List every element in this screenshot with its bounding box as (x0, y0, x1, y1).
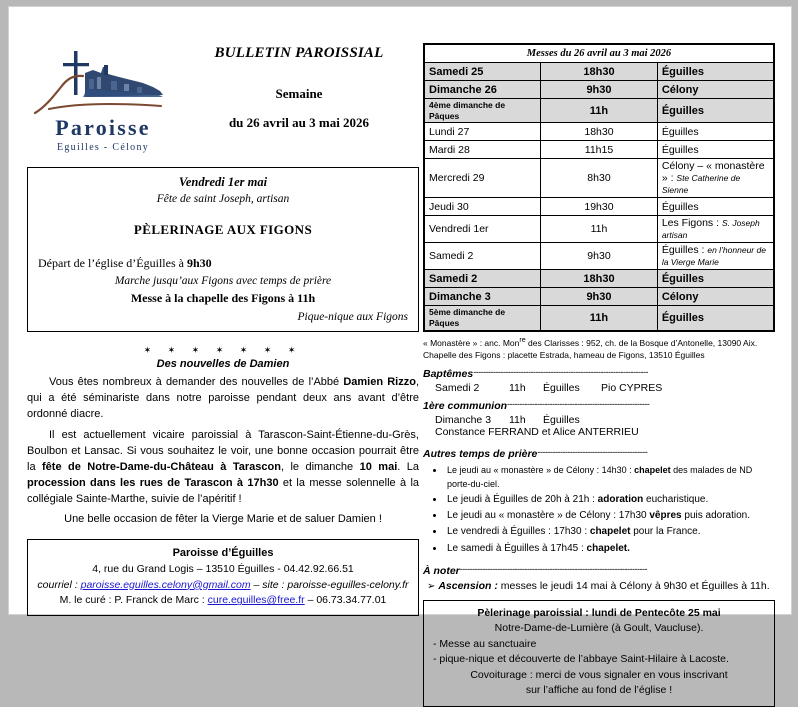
news-p2-feast: fête de Notre-Dame-du-Château à Tarascon (42, 460, 281, 473)
anoter-heading-dashes: --------------------------------------------------------------------------- (459, 563, 648, 574)
mass-table-row (424, 288, 774, 306)
mass-table-row (424, 81, 774, 99)
mass-table-title-row (424, 44, 774, 63)
communion-day: Dimanche 3 (435, 413, 492, 426)
prayers-list (423, 463, 775, 557)
mass-day-cell: Jeudi 30 (424, 198, 541, 216)
pentecost-carpool-1: Covoiturage : merci de vous signaler en vous inscrivant (470, 668, 728, 681)
mass-place-cell: Célony (657, 288, 774, 306)
page-title: BULLETIN PAROISSIAL (214, 45, 384, 61)
pilgrimage-march: Marche jusqu’aux Figons avec temps de prière (114, 275, 332, 287)
pentecost-item-1: - Messe au sanctuaire (433, 637, 537, 650)
mass-time-cell: 11h (541, 99, 658, 123)
header (27, 27, 419, 153)
figons-chapel-address: Chapelle des Figons : placette Estrada, hameau de Figons, 13510 Éguilles (423, 350, 705, 361)
news-p1-name: Damien Rizzo (343, 376, 416, 388)
mass-time-cell: 9h30 (541, 243, 658, 270)
contact-email-line (34, 578, 412, 594)
contact-cure-label: M. le curé : P. Franck de Marc : (59, 594, 208, 607)
logo-wordmark: Paroisse (55, 115, 151, 140)
bulletin-page (8, 6, 792, 697)
mass-table-title: Messes du 26 avril au 3 mai 2026 (424, 44, 774, 63)
communion-heading-text: 1ère communion (423, 399, 508, 412)
mass-day-cell: Lundi 27 (424, 123, 541, 141)
baptism-day: Samedi 2 (435, 381, 480, 394)
mass-place-cell: Éguilles (657, 123, 774, 141)
mass-time-cell: 18h30 (541, 270, 658, 288)
mass-place-cell: Célony – « monastère » : Ste Catherine de Sienne (657, 159, 774, 198)
prayer-item: • Le jeudi à Éguilles de 20h à 21h : adoration eucharistique. (445, 492, 775, 508)
mass-place-cell: Éguilles (657, 306, 774, 331)
news-paragraph-3: Une belle occasion de fêter la Vierge Marie et de saluer Damien ! (64, 512, 382, 525)
communion-heading-dashes: --------------------------------------------------------- (507, 398, 650, 409)
pilgrimage-box (27, 167, 419, 332)
communion-place: Éguilles (543, 413, 580, 426)
pilgrimage-mass: Messe à la chapelle des Figons à 11h (130, 291, 316, 305)
baptisms-heading (423, 367, 775, 380)
baptism-place: Éguilles (543, 381, 580, 394)
mass-table-row (424, 216, 774, 243)
communion-names: Constance FERRAND et Alice ANTERRIEU (435, 425, 639, 438)
mass-schedule-table (423, 43, 775, 332)
mass-day-cell: Samedi 2 (424, 270, 541, 288)
mass-day-subtitle: 5ème dimanche de Pâques (429, 307, 506, 328)
baptisms-heading-text: Baptêmes (423, 367, 474, 380)
contact-box (27, 539, 419, 616)
left-column (27, 27, 419, 616)
baptism-time: 11h (509, 381, 526, 394)
pentecost-item-2: - pique-nique et découverte de l’abbaye Saint-Hilaire à Lacoste. (433, 653, 729, 666)
prayer-item: • Le jeudi au « monastère » de Célony : 17h30 vêpres puis adoration. (445, 508, 775, 524)
pentecost-carpool-2: sur l’affiche au fond de l’église ! (525, 684, 673, 697)
mass-place-note: en l’honneur de la Vierge Marie (661, 245, 766, 268)
logo-subtitle: Eguilles - Célony (56, 142, 150, 153)
news-paragraph-2 (27, 428, 419, 508)
mass-place-cell: Les Figons : S. Joseph artisan (657, 216, 774, 243)
pilgrimage-departure (38, 256, 408, 271)
contact-cure-line (34, 593, 412, 609)
baptisms-heading-dashes: ---------------------------------------------------------------------- (473, 366, 648, 377)
news-paragraph-1 (27, 375, 419, 423)
mass-time-cell: 11h15 (541, 141, 658, 159)
anoter-item (423, 580, 775, 592)
news-p1-c: , qui a été séminariste dans notre paroisse pendant deux ans avant d’être ordonné diacre. (27, 376, 419, 420)
prayers-heading-dashes: -------------------------------------------- (537, 446, 648, 457)
mass-time-cell: 11h (541, 306, 658, 331)
mass-table-row (424, 159, 774, 198)
pentecost-box (423, 600, 775, 707)
prayer-item-keyword: chapelet (589, 526, 631, 538)
village-cross-logo-icon (27, 43, 177, 121)
mass-day-cell: Dimanche 26 (424, 81, 541, 99)
anoter-item-label: Ascension : (438, 579, 498, 592)
departure-text: Départ de l’église d’Éguilles à (38, 256, 187, 270)
mass-time-cell: 18h30 (541, 123, 658, 141)
news-p2-a: Il est actuellement vicaire paroissial à Tarascon-Saint-Étienne-du-Grès, Boulbon et Lansac. Si vous souhaitez le voir, une bonne occasion pourrait être la (27, 428, 419, 473)
mass-place-cell: Éguilles : en l’honneur de la Vierge Marie (657, 243, 774, 270)
contact-cure-phone: – 06.73.34.77.01 (304, 594, 387, 607)
mass-place-note: S. Joseph artisan (661, 218, 760, 241)
week-dates: du 26 avril au 3 mai 2026 (228, 115, 370, 130)
prayer-item-keyword: vêpres (649, 510, 682, 522)
mass-day-cell: Mardi 28 (424, 141, 541, 159)
mass-table-row (424, 63, 774, 81)
title-block (179, 27, 419, 131)
mass-place-note: Ste Catherine de Sienne (661, 173, 741, 196)
contact-site-label: – site : (250, 578, 288, 591)
anoter-heading (423, 564, 775, 577)
mass-time-cell: 9h30 (541, 81, 658, 99)
mass-time-cell: 11h (541, 216, 658, 243)
anoter-heading-text: À noter (423, 564, 460, 577)
right-column (423, 43, 775, 707)
pilgrimage-picnic: Pique-nique aux Figons (297, 311, 408, 323)
mass-day-cell: Samedi 2 (424, 243, 541, 270)
news-p2-c: , le dimanche (280, 460, 360, 473)
mass-day-subtitle: 4ème dimanche de Pâques (429, 100, 506, 121)
contact-site: paroisse-eguilles-celony.fr (287, 578, 409, 591)
news-p2-g: et la messe solennelle à la collégiale Sainte-Marthe, suivie de l’apéritif ! (27, 476, 420, 505)
mass-day-cell: Dimanche 3 (424, 288, 541, 306)
mass-table-row (424, 243, 774, 270)
news-title: Des nouvelles de Damien (156, 358, 290, 370)
monastery-abbrev-superscript: re (519, 335, 526, 344)
mass-table-row (424, 141, 774, 159)
contact-address: 4, rue du Grand Logis – 13510 Éguilles - 04.42.92.66.51 (92, 562, 354, 575)
communion-time: 11h (509, 413, 526, 426)
news-p2-date: 10 mai (359, 460, 398, 473)
mass-day-cell: Samedi 25 (424, 63, 541, 81)
mass-day-cell (424, 306, 541, 331)
arrow-bullet-icon: ➢ (427, 580, 436, 592)
star-divider: ✶ ✶ ✶ ✶ ✶ ✶ ✶ (143, 345, 303, 355)
prayer-item-keyword: chapelet (634, 464, 671, 475)
baptism-names: Pio CYPRES (601, 381, 663, 394)
prayer-item-keyword: chapelet. (586, 542, 630, 554)
parish-logo (27, 27, 179, 153)
mass-place-cell: Éguilles (657, 99, 774, 123)
news-p1-a: Vous êtes nombreux à demander des nouvelles de l’Abbé (49, 376, 344, 388)
mass-time-cell: 18h30 (541, 63, 658, 81)
contact-cure-email-link[interactable]: cure.eguilles@free.fr (207, 594, 305, 607)
pentecost-location: Notre-Dame-de-Lumière (à Goult, Vaucluse). (494, 622, 704, 635)
communion-entry (423, 414, 775, 438)
week-label: Semaine (275, 86, 323, 101)
pilgrimage-day: Vendredi 1er mai (178, 175, 268, 189)
contact-email-label: courriel : (37, 578, 81, 591)
departure-time: 9h30 (186, 256, 212, 270)
mass-place-cell: Éguilles (657, 141, 774, 159)
mass-table-row (424, 270, 774, 288)
news-p2-e: . La (397, 460, 419, 473)
mass-time-cell: 8h30 (541, 159, 658, 198)
prayers-heading (423, 447, 775, 460)
communion-heading (423, 399, 775, 412)
mass-time-cell: 19h30 (541, 198, 658, 216)
mass-day-cell: Mercredi 29 (424, 159, 541, 198)
mass-place-cell: Éguilles (657, 63, 774, 81)
prayers-heading-text: Autres temps de prière (423, 447, 538, 460)
contact-email-link[interactable]: paroisse.eguilles.celony@gmail.com (80, 578, 251, 591)
mass-table-row (424, 99, 774, 123)
mass-place-cell: Célony (657, 81, 774, 99)
mass-time-cell: 9h30 (541, 288, 658, 306)
prayer-item-keyword: adoration (597, 493, 644, 505)
prayer-item: • Le vendredi à Éguilles : 17h30 : chapelet pour la France. (445, 524, 775, 540)
mass-table-row (424, 123, 774, 141)
mass-place-cell: Éguilles (657, 198, 774, 216)
mass-table-row (424, 198, 774, 216)
anoter-item-text: messes le jeudi 14 mai à Célony à 9h30 et Éguilles à 11h. (497, 579, 770, 592)
baptism-entry (423, 382, 775, 394)
pilgrimage-feast: Fête de saint Joseph, artisan (156, 193, 290, 205)
monastery-address: « Monastère » : anc. Mon$^{re}$ des Clarisses : 952, ch. de la Bosque d’Antonelle, 13090 Aix. (423, 335, 758, 348)
mass-day-cell (424, 99, 541, 123)
pilgrimage-heading: PÈLERINAGE AUX FIGONS (133, 222, 313, 237)
contact-title: Paroisse d’Éguilles (172, 547, 274, 560)
venue-fineprint (423, 335, 775, 362)
pentecost-title: Pèlerinage paroissial : lundi de Pentecôte 25 mai (477, 606, 721, 619)
prayer-item: • Le samedi à Éguilles à 17h45 : chapelet. (445, 541, 775, 557)
prayer-item: • Le jeudi au « monastère » de Célony : 14h30 : chapelet des malades de ND porte-du-ciel. (445, 463, 775, 492)
mass-day-cell: Vendredi 1er (424, 216, 541, 243)
mass-table-row (424, 306, 774, 331)
news-p2-procession: procession dans les rues de Tarascon à 17h30 (27, 476, 279, 489)
mass-place-cell: Éguilles (657, 270, 774, 288)
